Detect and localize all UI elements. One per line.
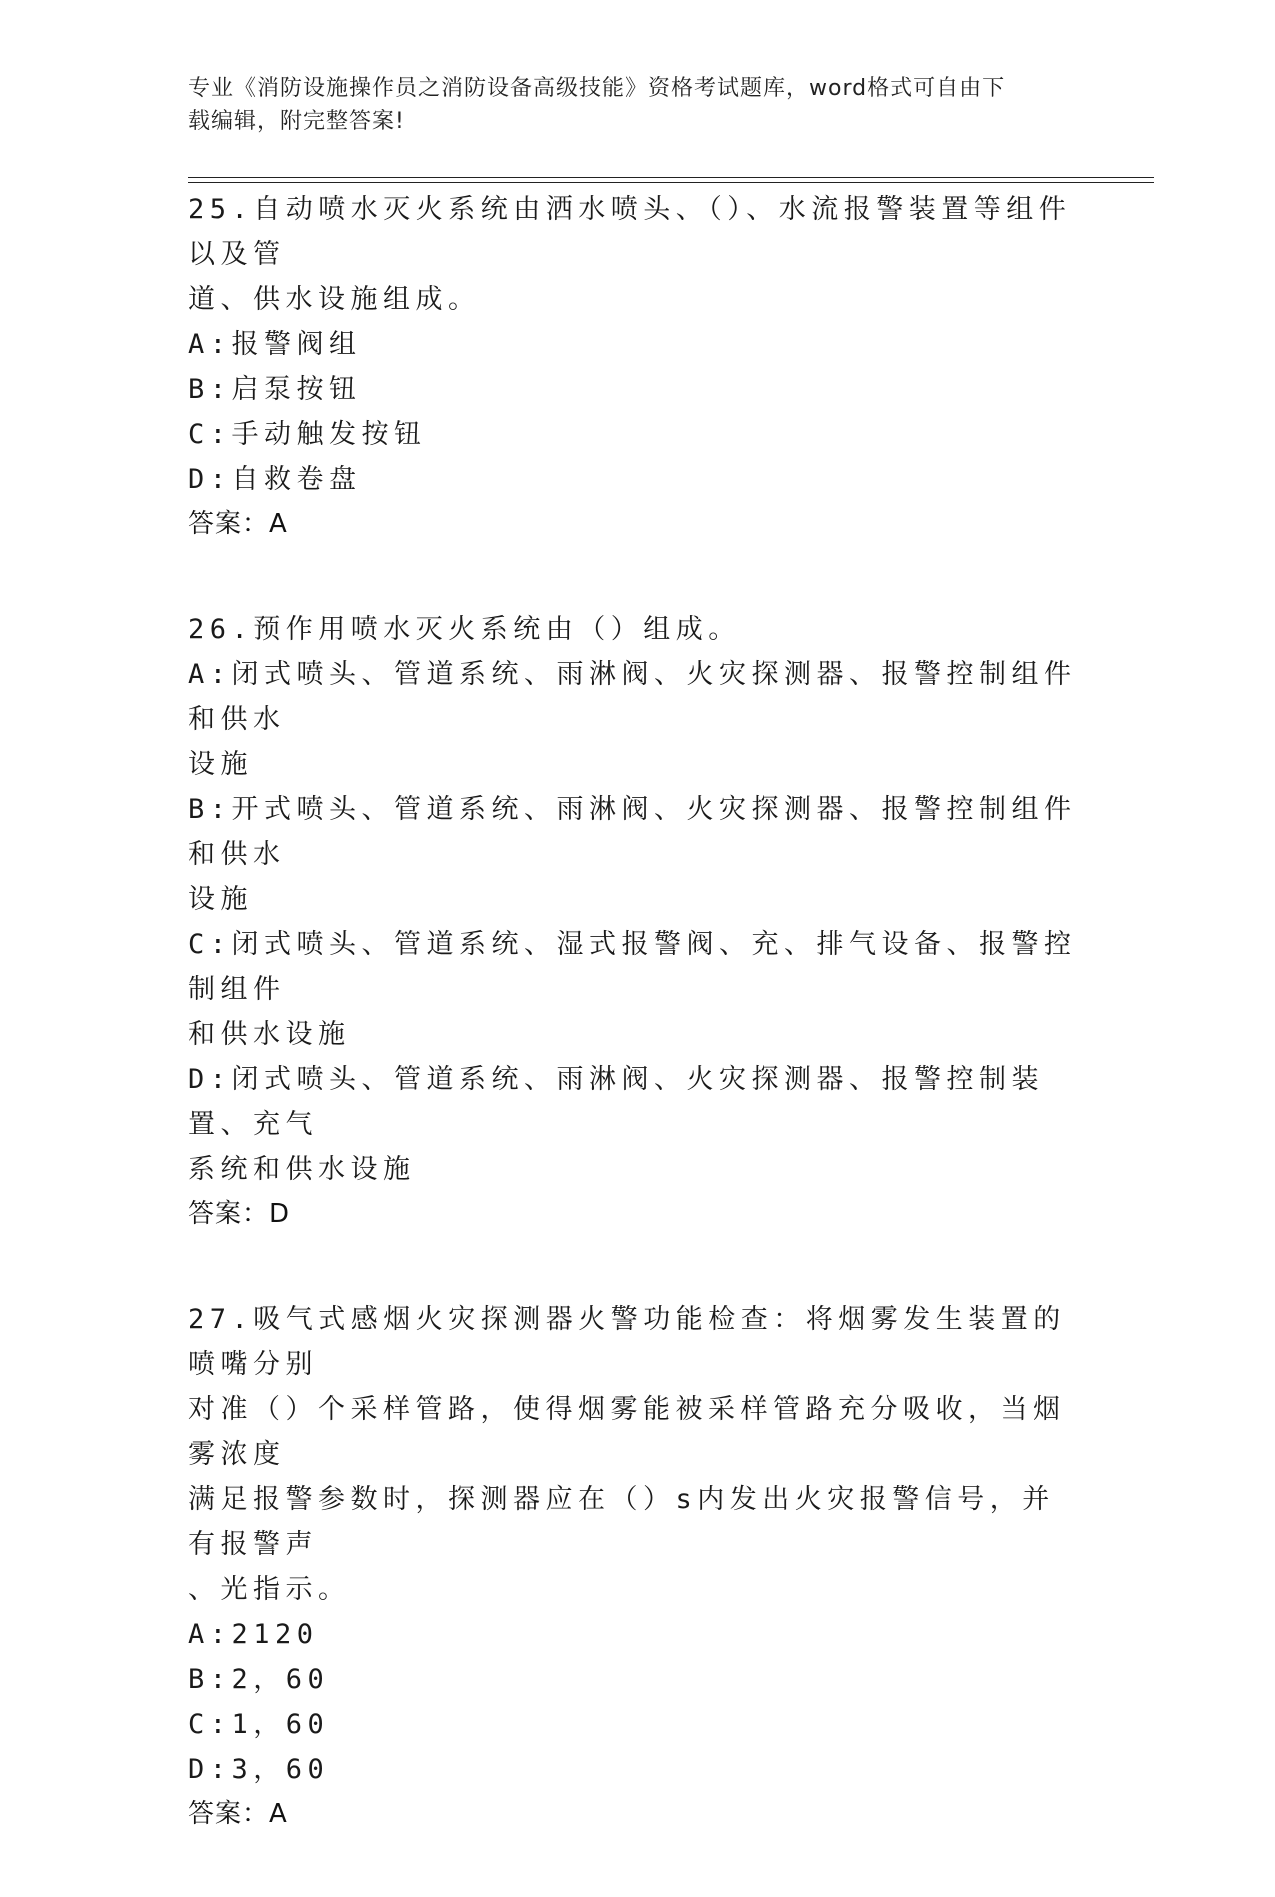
option-key: B: xyxy=(188,374,232,405)
option-b xyxy=(188,367,1078,412)
option-key: D: xyxy=(188,1064,232,1095)
option-key: B: xyxy=(188,794,232,825)
header-divider-bottom xyxy=(188,182,1154,183)
option-key: C: xyxy=(188,1709,232,1740)
answer-label: 答案：A xyxy=(188,1799,288,1829)
option-d xyxy=(188,1747,1078,1792)
option-key: D: xyxy=(188,464,232,495)
question-stem-line: 满足报警参数时，探测器应在（）s内发出火灾报警信号，并有报警声 xyxy=(188,1484,1055,1560)
option-d-continued: 系统和供水设施 xyxy=(188,1154,416,1185)
answer-label: 答案：A xyxy=(188,509,288,539)
option-a-continued: 设施 xyxy=(188,749,253,780)
option-b xyxy=(188,787,1078,877)
question-stem-line: 、光指示。 xyxy=(188,1574,351,1605)
option-c-continued: 和供水设施 xyxy=(188,1019,351,1050)
option-text: 报警阀组 xyxy=(231,329,362,360)
option-c xyxy=(188,1702,1078,1747)
option-text: 1，60 xyxy=(231,1709,330,1740)
option-d xyxy=(188,457,1078,502)
option-a xyxy=(188,1612,1078,1657)
option-key: A: xyxy=(188,1619,232,1650)
option-key: A: xyxy=(188,659,232,690)
option-a xyxy=(188,652,1078,742)
option-key: C: xyxy=(188,419,232,450)
option-key: D: xyxy=(188,1754,232,1785)
question-25 xyxy=(188,187,1078,547)
option-d xyxy=(188,1057,1078,1147)
option-text: 手动触发按钮 xyxy=(231,419,427,450)
option-text: 闭式喷头、管道系统、雨淋阀、火灾探测器、报警控制组件和供水 xyxy=(188,659,1077,735)
question-27 xyxy=(188,1297,1078,1837)
question-stem-line: 对准（）个采样管路，使得烟雾能被采样管路充分吸收，当烟雾浓度 xyxy=(188,1394,1066,1470)
answer-label: 答案：D xyxy=(188,1199,291,1229)
option-text: 2120 xyxy=(231,1619,319,1650)
option-text: 3，60 xyxy=(231,1754,330,1785)
document-header xyxy=(188,72,1068,138)
option-c xyxy=(188,412,1078,457)
question-stem-line: 26.预作用喷水灭火系统由（）组成。 xyxy=(188,614,741,645)
option-key: B: xyxy=(188,1664,232,1695)
question-stem-line: 道、供水设施组成。 xyxy=(188,284,481,315)
question-26 xyxy=(188,607,1078,1237)
option-b-continued: 设施 xyxy=(188,884,253,915)
option-text: 闭式喷头、管道系统、雨淋阀、火灾探测器、报警控制装置、充气 xyxy=(188,1064,1045,1140)
header-line-1: 专业《消防设施操作员之消防设备高级技能》资格考试题库，word格式可自由下 xyxy=(188,76,1006,101)
option-key: A: xyxy=(188,329,232,360)
option-a xyxy=(188,322,1078,367)
option-text: 自救卷盘 xyxy=(231,464,362,495)
header-divider-top xyxy=(188,177,1154,178)
option-key: C: xyxy=(188,929,232,960)
question-stem-line: 27.吸气式感烟火灾探测器火警功能检查：将烟雾发生装置的喷嘴分别 xyxy=(188,1304,1066,1380)
option-c xyxy=(188,922,1078,1012)
question-stem-line: 25.自动喷水灭火系统由洒水喷头、（）、水流报警装置等组件以及管 xyxy=(188,194,1072,270)
option-text: 闭式喷头、管道系统、湿式报警阀、充、排气设备、报警控制组件 xyxy=(188,929,1077,1005)
option-b xyxy=(188,1657,1078,1702)
header-line-2: 载编辑，附完整答案! xyxy=(188,109,405,134)
option-text: 2，60 xyxy=(231,1664,330,1695)
question-list xyxy=(188,187,1078,1897)
option-text: 开式喷头、管道系统、雨淋阀、火灾探测器、报警控制组件和供水 xyxy=(188,794,1077,870)
option-text: 启泵按钮 xyxy=(231,374,362,405)
